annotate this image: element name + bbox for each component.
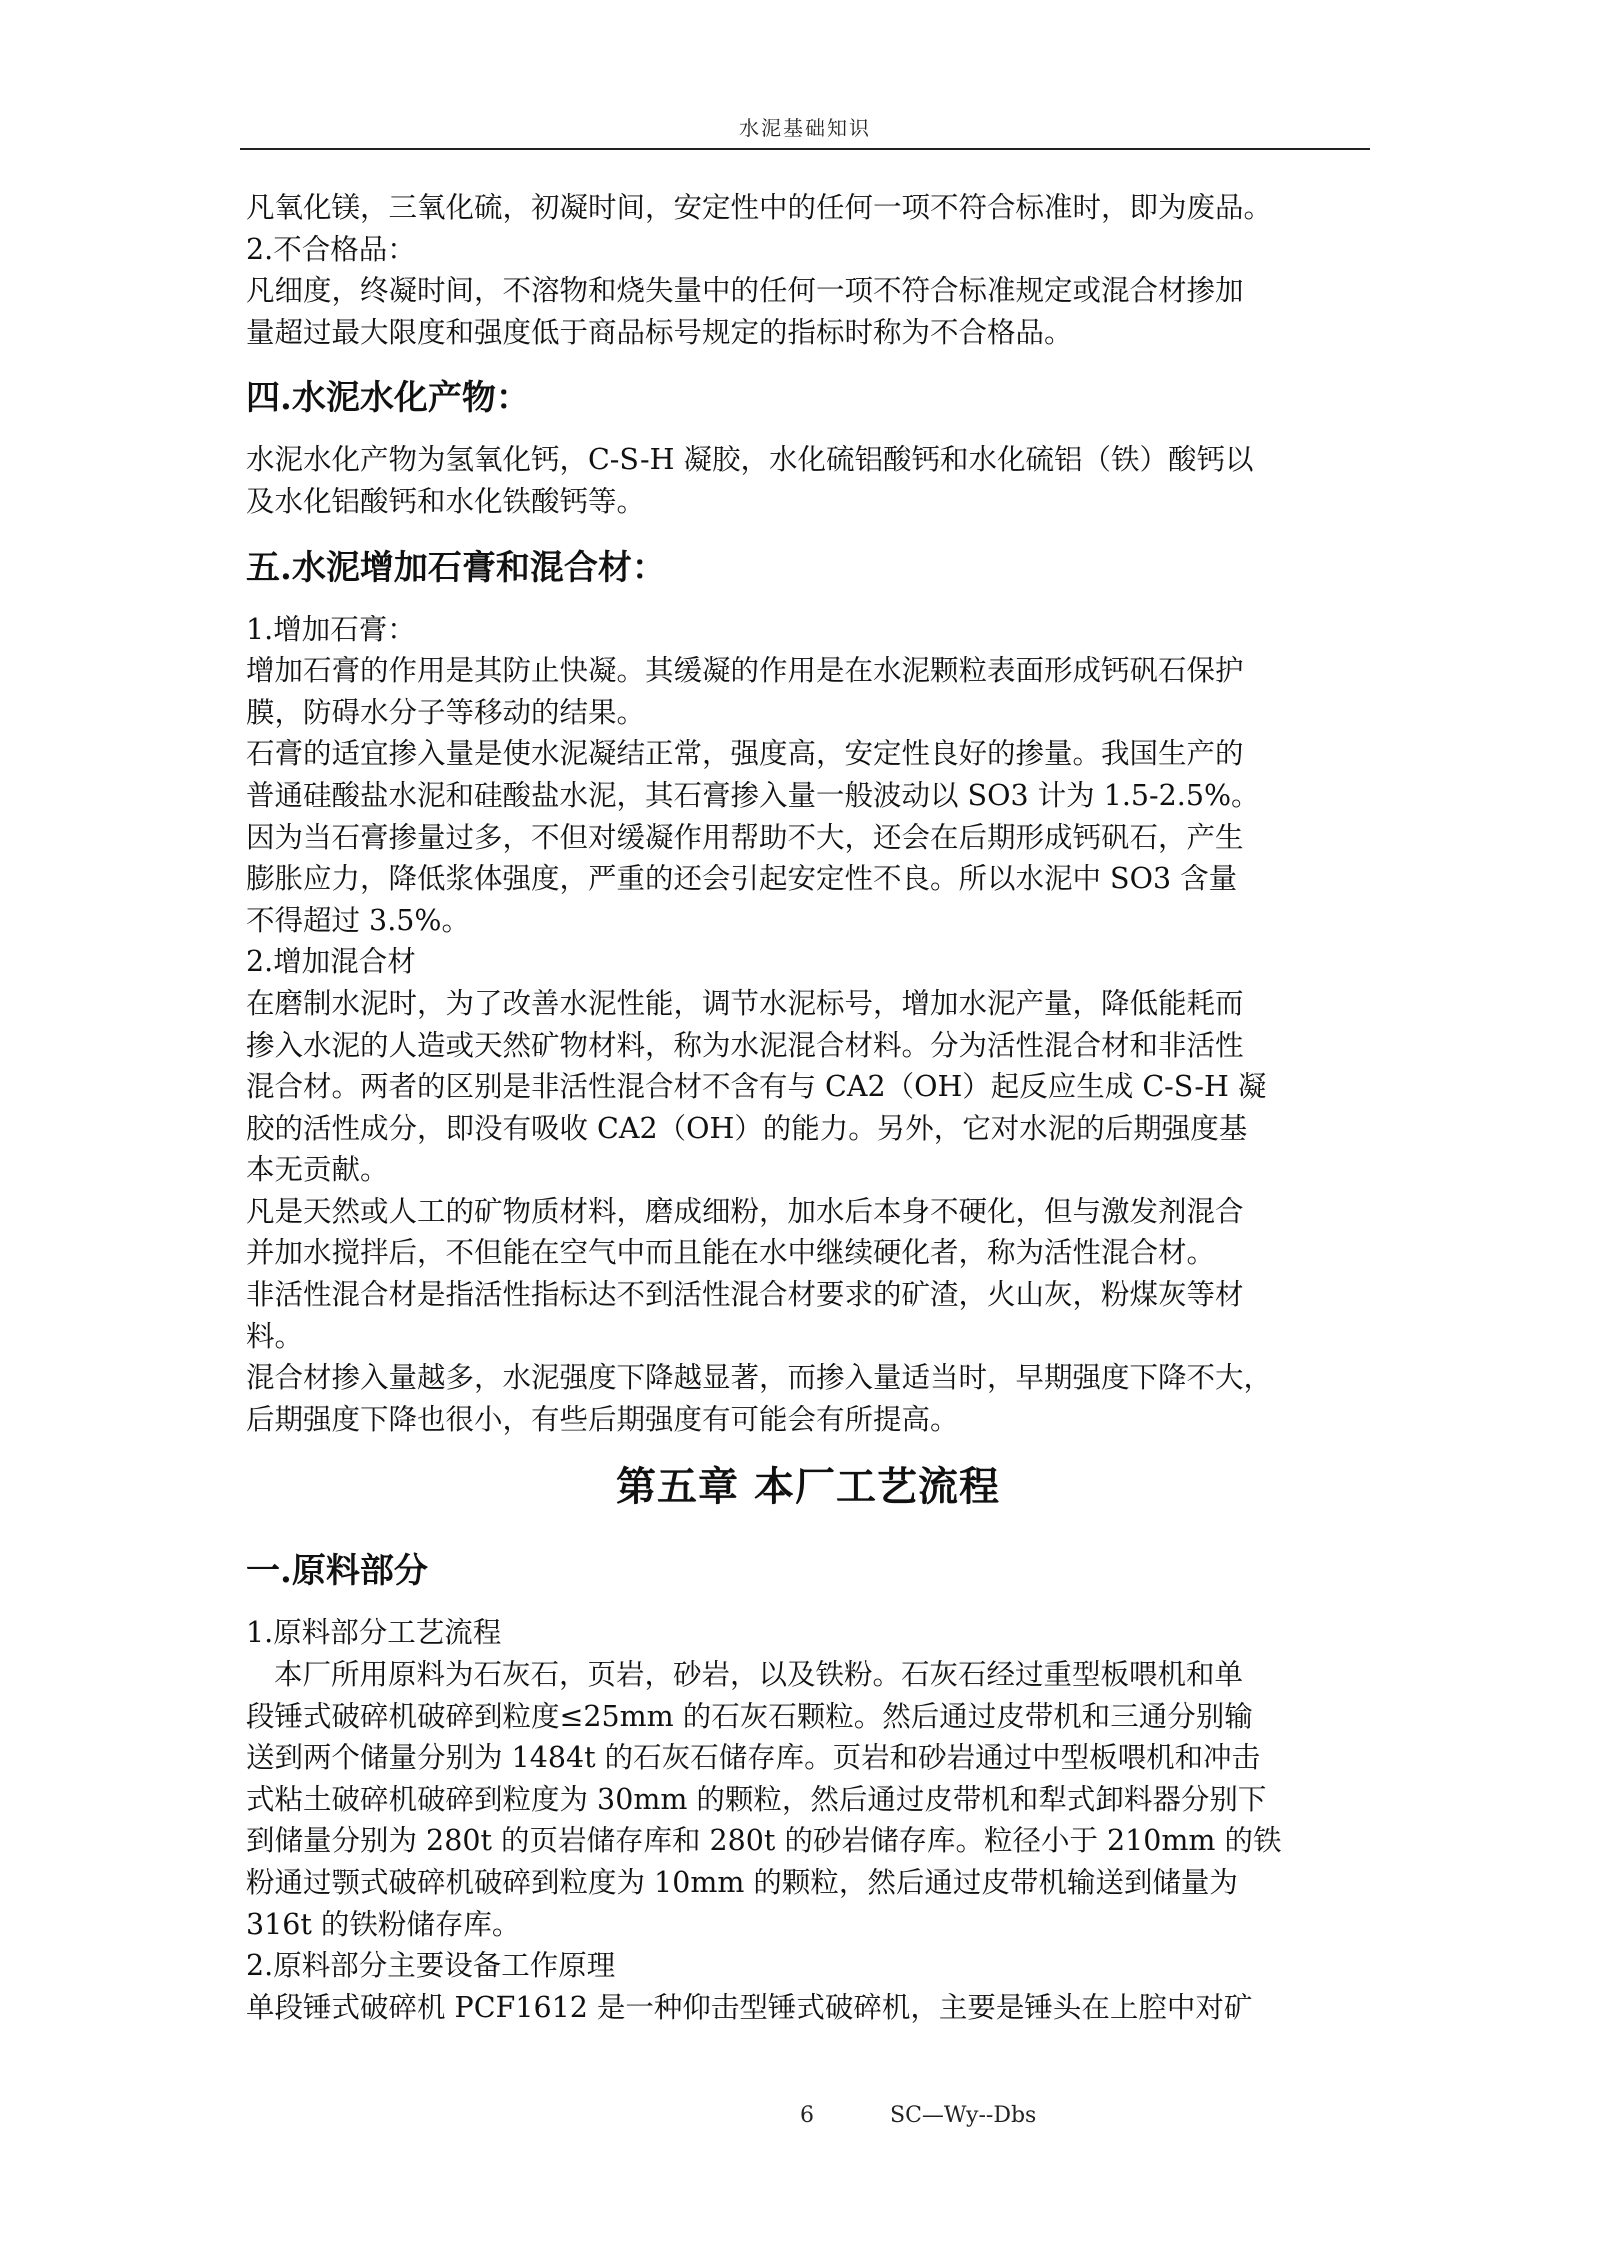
body-line: 掺入水泥的人造或天然矿物材料，称为水泥混合材料。分为活性混合材和非活性 <box>246 1028 1244 1062</box>
body-line: 混合材。两者的区别是非活性混合材不含有与 CA2（OH）起反应生成 C-S-H 凝 <box>246 1070 1267 1104</box>
body-line: 316t 的铁粉储存库。 <box>246 1907 521 1941</box>
subheading-line: 2.不合格品： <box>246 232 416 266</box>
document-code: SC—Wy--Dbs <box>890 2103 1037 2128</box>
subheading-line: 2.增加混合材 <box>246 945 416 979</box>
subheading-line: 2.原料部分主要设备工作原理 <box>246 1949 616 1983</box>
body-line: 量超过最大限度和强度低于商品标号规定的指标时称为不合格品。 <box>246 315 1073 349</box>
body-line: 送到两个储量分别为 1484t 的石灰石储存库。页岩和砂岩通过中型板喂机和冲击 <box>246 1741 1261 1775</box>
body-line: 及水化铝酸钙和水化铁酸钙等。 <box>246 484 646 518</box>
section-heading: 五.水泥增加石膏和混合材： <box>246 547 666 588</box>
body-line: 段锤式破碎机破碎到粒度≤25mm 的石灰石颗粒。然后通过皮带机和三通分别输 <box>246 1699 1253 1733</box>
body-line: 因为当石膏掺量过多，不但对缓凝作用帮助不大，还会在后期形成钙矾石，产生 <box>246 820 1244 854</box>
running-header: 水泥基础知识 <box>739 116 871 140</box>
body-line: 到储量分别为 280t 的页岩储存库和 280t 的砂岩储存库。粒径小于 210mm 的铁 <box>246 1824 1282 1858</box>
page-number: 6 <box>800 2103 814 2128</box>
subheading-line: 1.增加石膏： <box>246 612 416 646</box>
subheading-line: 1.原料部分工艺流程 <box>246 1616 502 1650</box>
body-line: 胶的活性成分，即没有吸收 CA2（OH）的能力。另外，它对水泥的后期强度基 <box>246 1111 1248 1145</box>
body-line: 并加水搅拌后，不但能在空气中而且能在水中继续硬化者，称为活性混合材。 <box>246 1236 1216 1270</box>
body-line: 后期强度下降也很小，有些后期强度有可能会有所提高。 <box>246 1402 959 1436</box>
body-line: 凡氧化镁，三氧化硫，初凝时间，安定性中的任何一项不符合标准时，即为废品。 <box>246 191 1273 224</box>
body-line: 膨胀应力，降低浆体强度，严重的还会引起安定性不良。所以水泥中 SO3 含量 <box>246 862 1238 896</box>
body-line: 膜，防碍水分子等移动的结果。 <box>246 695 646 729</box>
body-line: 水泥水化产物为氢氧化钙，C-S-H 凝胶，水化硫铝酸钙和水化硫铝（铁）酸钙以 <box>246 443 1254 477</box>
document-body <box>246 187 1370 2028</box>
header-rule <box>240 148 1370 150</box>
body-line: 料。 <box>246 1319 304 1353</box>
body-line: 普通硅酸盐水泥和硅酸盐水泥，其石膏掺入量一般波动以 SO3 计为 1.5-2.5%。 <box>246 778 1260 812</box>
section-heading: 一.原料部分 <box>246 1551 428 1592</box>
body-line: 本厂所用原料为石灰石，页岩，砂岩，以及铁粉。石灰石经过重型板喂机和单 <box>274 1658 1244 1692</box>
body-line: 本无贡献。 <box>246 1153 389 1187</box>
body-line: 单段锤式破碎机 PCF1612 是一种仰击型锤式破碎机，主要是锤头在上腔中对矿 <box>246 1990 1253 2024</box>
body-line: 石膏的适宜掺入量是使水泥凝结正常，强度高，安定性良好的掺量。我国生产的 <box>246 737 1244 771</box>
chapter-title: 第五章 本厂工艺流程 <box>616 1463 1000 1511</box>
body-line: 增加石膏的作用是其防止快凝。其缓凝的作用是在水泥颗粒表面形成钙矾石保护 <box>246 654 1244 688</box>
body-line: 不得超过 3.5%。 <box>246 903 470 937</box>
body-line: 凡细度，终凝时间，不溶物和烧失量中的任何一项不符合标准规定或混合材掺加 <box>246 274 1244 308</box>
section-heading: 四.水泥水化产物： <box>246 378 530 419</box>
body-line: 凡是天然或人工的矿物质材料，磨成细粉，加水后本身不硬化，但与激发剂混合 <box>246 1194 1244 1228</box>
body-line: 在磨制水泥时，为了改善水泥性能，调节水泥标号，增加水泥产量，降低能耗而 <box>246 986 1244 1020</box>
body-line: 粉通过颚式破碎机破碎到粒度为 10mm 的颗粒，然后通过皮带机输送到储量为 <box>246 1866 1238 1899</box>
body-line: 式粘土破碎机破碎到粒度为 30mm 的颗粒，然后通过皮带机和犁式卸料器分别下 <box>246 1782 1267 1816</box>
body-line: 非活性混合材是指活性指标达不到活性混合材要求的矿渣，火山灰，粉煤灰等材 <box>246 1278 1244 1312</box>
body-line: 混合材掺入量越多，水泥强度下降越显著，而掺入量适当时，早期强度下降不大， <box>246 1361 1273 1395</box>
